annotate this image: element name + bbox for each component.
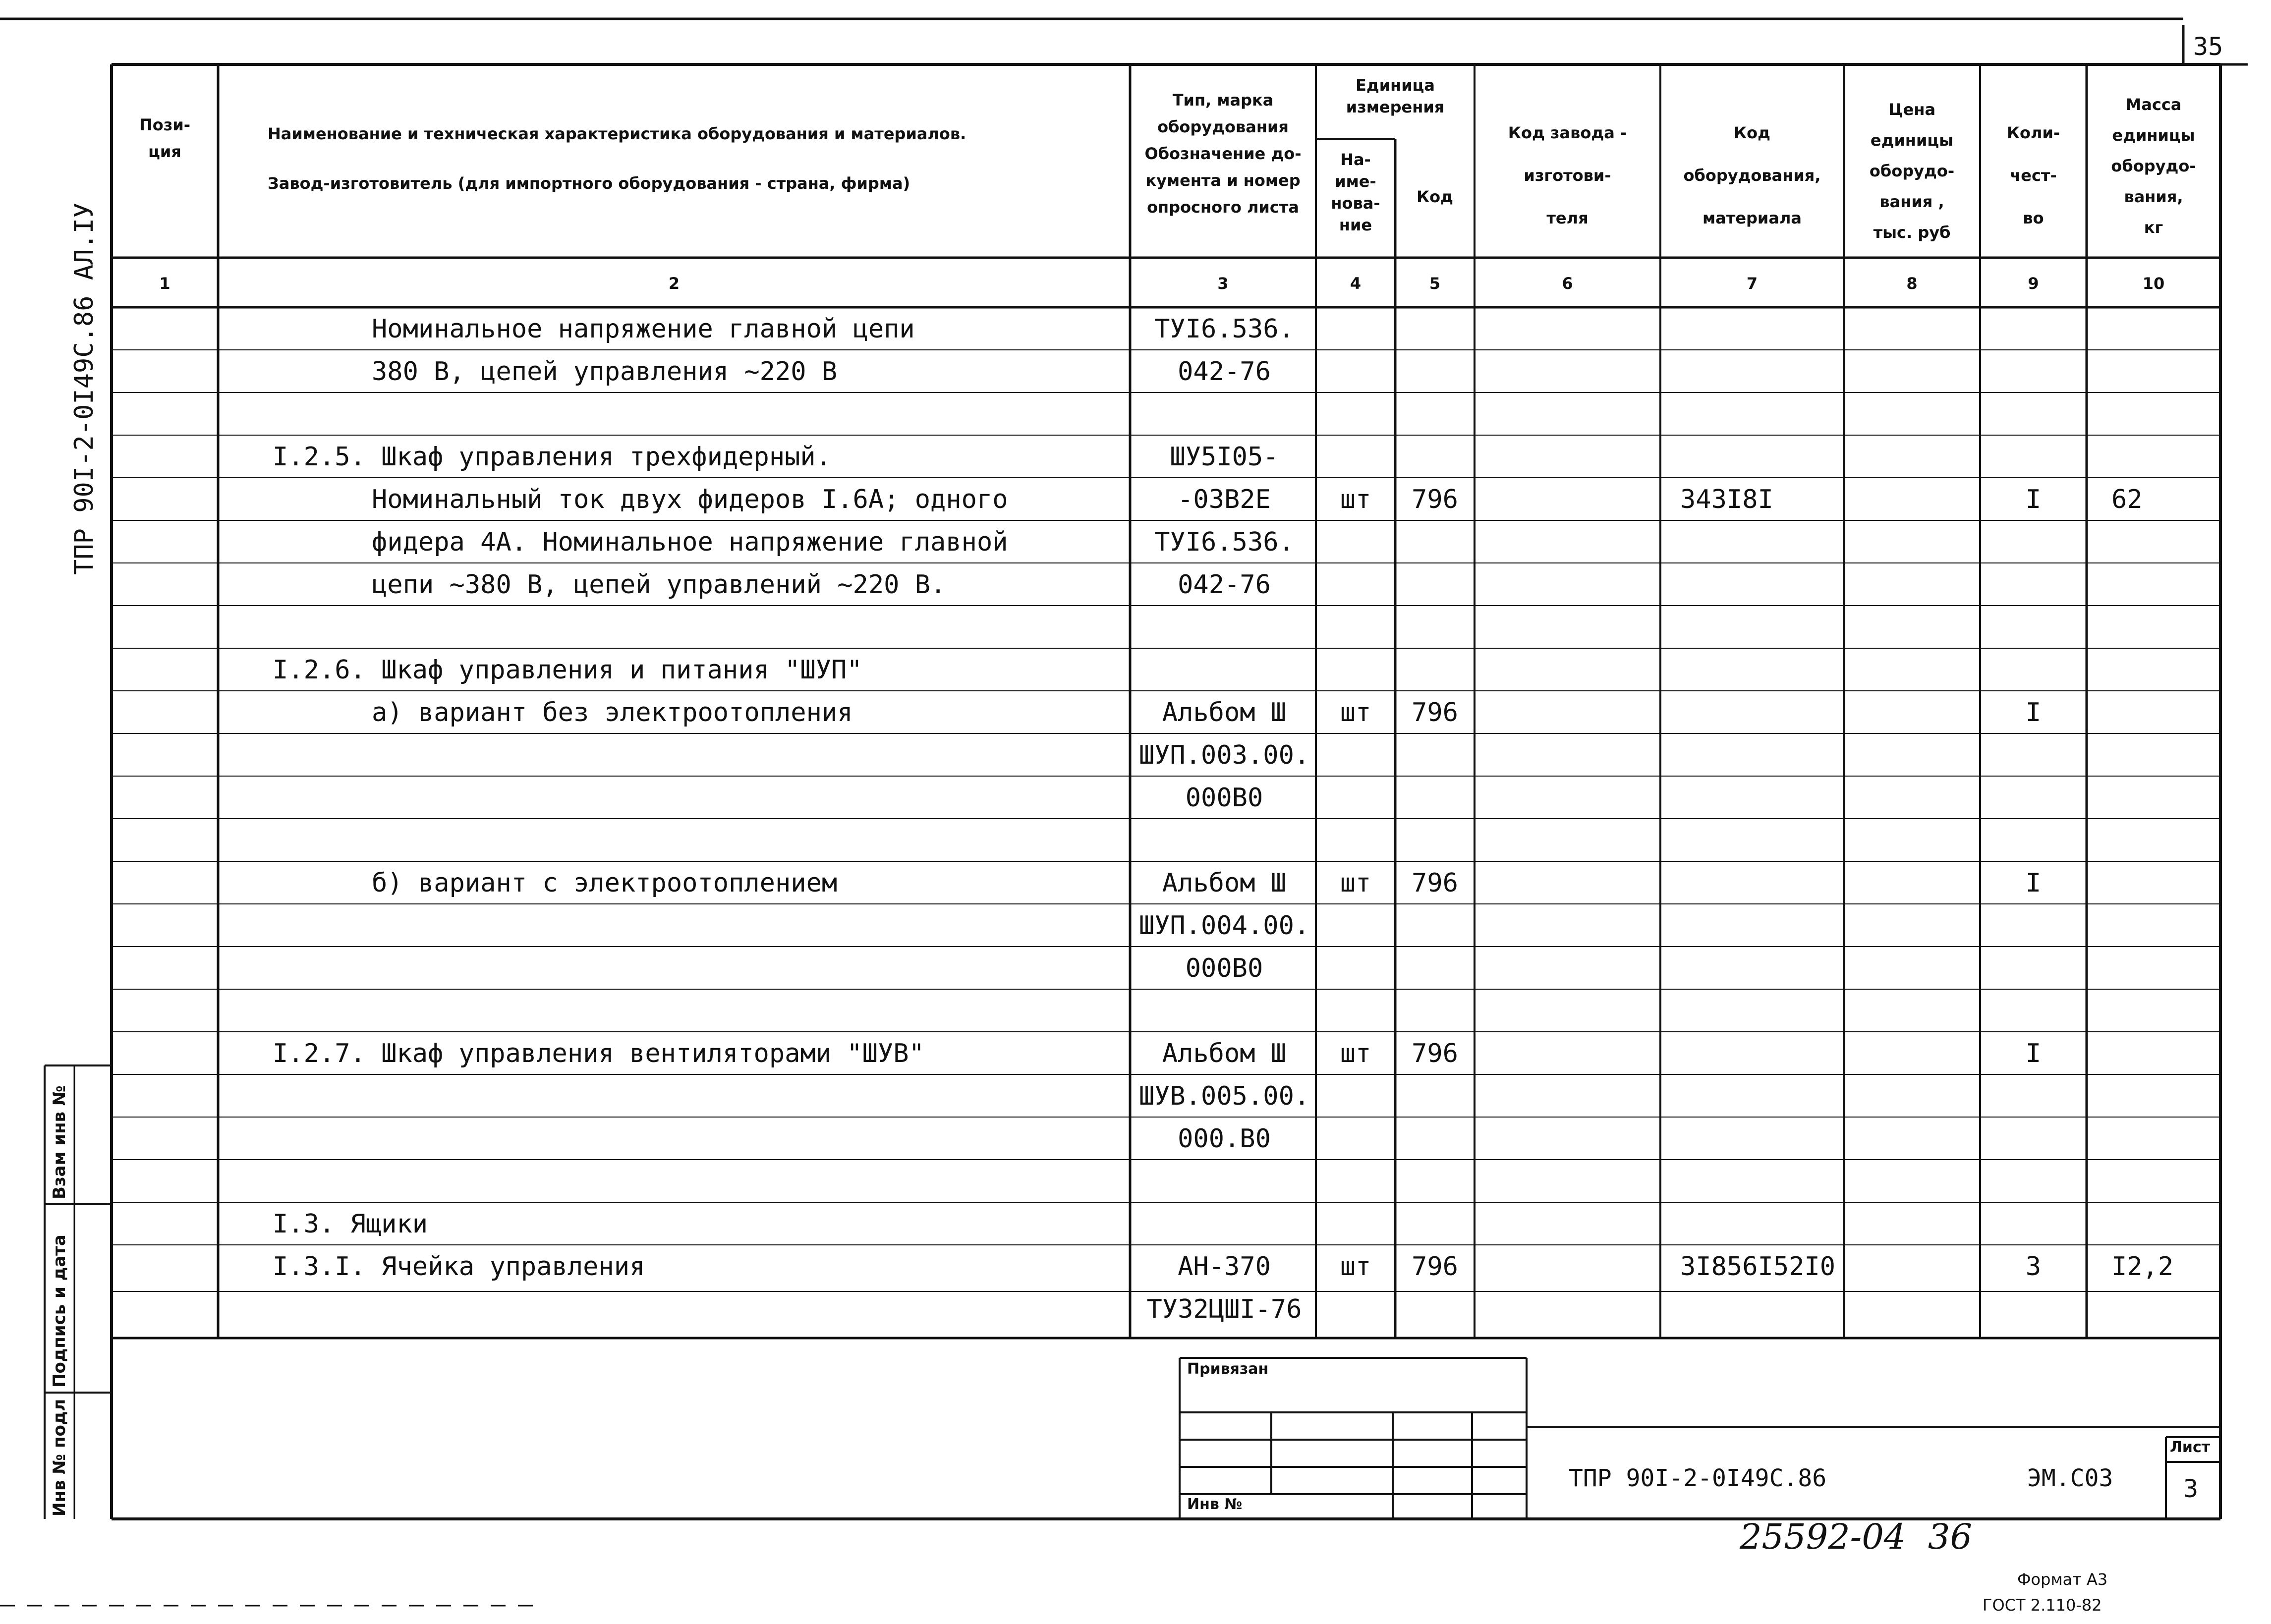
stamp-mark: ЭМ.С03 [2027, 1464, 2113, 1492]
row-type: ШУП.003.00. [1138, 740, 1310, 770]
row-unit: шт [1340, 868, 1371, 898]
row-name: I.2.6. Шкаф управления и питания "ШУП" [273, 655, 862, 685]
stamp-privyazan: Привязан [1187, 1360, 1269, 1378]
sheet-number-top: 35 [2193, 32, 2223, 61]
stamp-list-number: 3 [2183, 1474, 2199, 1503]
colnum-4: 4 [1350, 274, 1362, 293]
side-label-inv: Инв № подл [50, 1399, 69, 1516]
row-name: I.3.I. Ячейка управления [273, 1252, 645, 1282]
colnum-8: 8 [1906, 274, 1918, 293]
format-line2: ГОСТ 2.110-82 [1983, 1596, 2102, 1615]
row-type: АН-370 [1178, 1252, 1271, 1282]
row-type: -03В2Е [1178, 485, 1271, 514]
row-mass: 62 [2111, 485, 2143, 514]
row-type: Альбом Ш [1162, 868, 1287, 898]
row-code: 796 [1412, 698, 1458, 728]
header-col1: Пози- ция [139, 115, 191, 161]
row-equipment-code: 343I8I [1680, 485, 1773, 514]
row-name: Номинальное напряжение главной цепи [372, 314, 915, 344]
row-type: 000В0 [1185, 783, 1263, 813]
row-quantity: I [2025, 868, 2042, 898]
header-col7: Код оборудования, материала [1683, 123, 1821, 227]
row-type: Альбом Ш [1162, 698, 1287, 728]
row-name: I.3. Ящики [273, 1209, 428, 1239]
header-col3: Тип, марка оборудования Обозначение до- кумента и номер опросного листа [1144, 91, 1302, 217]
row-mass: I2,2 [2111, 1252, 2174, 1282]
row-name: I.2.5. Шкаф управления трехфидерный. [273, 442, 832, 472]
header-unit-group: Единица измерения [1346, 76, 1445, 116]
row-name: I.2.7. Шкаф управления вентиляторами "ШУВ" [273, 1039, 924, 1068]
row-type: 000.В0 [1178, 1124, 1271, 1154]
colnum-10: 10 [2142, 274, 2165, 293]
colnum-2: 2 [668, 274, 680, 293]
stamp-list-label: Лист [2170, 1439, 2211, 1456]
row-unit: шт [1340, 1252, 1371, 1282]
row-quantity: I [2025, 485, 2042, 514]
row-quantity: 3 [2025, 1252, 2042, 1282]
header-col5: Код [1417, 187, 1453, 206]
row-quantity: I [2025, 698, 2042, 728]
row-unit: шт [1340, 1039, 1371, 1068]
row-type: ТУ32ЦШI-76 [1146, 1294, 1302, 1324]
row-type: ШУВ.005.00. [1138, 1081, 1310, 1111]
row-code: 796 [1412, 1039, 1458, 1068]
row-type: 042-76 [1178, 570, 1271, 600]
row-equipment-code: 3I856I52I0 [1680, 1252, 1836, 1282]
row-name: фидера 4А. Номинальное напряжение главной [372, 527, 1008, 557]
header-col2: Наименование и техническая характеристика оборудования и материалов. Завод-изготовитель (для импортного оборудования - страна, фирма) [268, 124, 966, 193]
row-code: 796 [1412, 485, 1458, 514]
left-stamp: ТПР 90I-2-0I49С.86 АЛ.IУ [69, 202, 99, 575]
header-col8: Цена единицы оборудо- вания , тыс. руб [1869, 100, 1955, 242]
row-type: ШУ5I05- [1170, 442, 1279, 472]
row-type: 042-76 [1178, 357, 1271, 387]
colnum-6: 6 [1562, 274, 1573, 293]
header-col4: На- име- нова- ние [1331, 150, 1380, 234]
colnum-1: 1 [159, 274, 170, 293]
row-unit: шт [1340, 485, 1371, 514]
colnum-7: 7 [1746, 274, 1758, 293]
colnum-5: 5 [1429, 274, 1441, 293]
row-name: Номинальный ток двух фидеров I.6А; одного [372, 485, 1008, 514]
row-type: ТУI6.536. [1154, 314, 1294, 344]
header-col6: Код завода - изготови- теля [1508, 123, 1627, 227]
stamp-doc-code: ТПР 90I-2-0I49С.86 [1569, 1464, 1827, 1492]
side-label-vzam: Взам инв № [50, 1085, 69, 1199]
row-name: а) вариант без электроотопления [372, 698, 853, 728]
row-quantity: I [2025, 1039, 2042, 1068]
handwritten-number: 25592-04 36 [1740, 1516, 1972, 1557]
header-col9: Коли- чест- во [2006, 123, 2060, 227]
header-col10: Масса единицы оборудо- вания, кг [2111, 95, 2196, 237]
colnum-3: 3 [1217, 274, 1229, 293]
row-unit: шт [1340, 698, 1371, 728]
row-code: 796 [1412, 868, 1458, 898]
format-line1: Формат А3 [2017, 1570, 2108, 1589]
colnum-9: 9 [2028, 274, 2039, 293]
row-type: ШУП.004.00. [1138, 911, 1310, 941]
row-code: 796 [1412, 1252, 1458, 1282]
row-name: цепи ~380 В, цепей управлений ~220 В. [372, 570, 946, 600]
stamp-inv-no: Инв № [1187, 1496, 1243, 1513]
row-name: б) вариант с электроотоплением [372, 868, 838, 898]
row-type: ТУI6.536. [1154, 527, 1294, 557]
side-label-podpis: Подпись и дата [50, 1234, 69, 1388]
row-name: 380 В, цепей управления ~220 В [372, 357, 838, 387]
row-type: 000В0 [1185, 953, 1263, 983]
row-type: Альбом Ш [1162, 1039, 1287, 1068]
